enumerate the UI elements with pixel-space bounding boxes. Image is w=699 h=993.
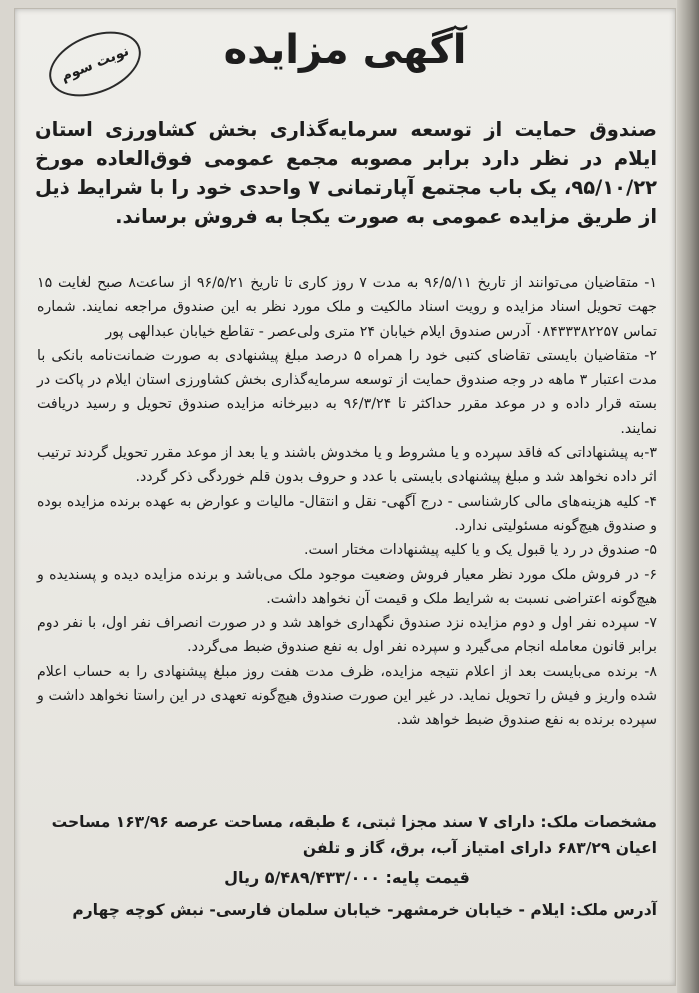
paper-edge-shadow bbox=[677, 0, 699, 993]
condition-item: ۷- سپرده نفر اول و دوم مزایده نزد صندوق نگهداری خواهد شد و در صورت انصراف نفر اول، با نفر دوم برابر قانون معامله انجام می‌گیرد و سپرده نفر اول به نفع صندوق ضبط می‌گردد. bbox=[37, 615, 657, 656]
condition-item: ۱- متقاضیان می‌توانند از تاریخ ۹۶/۵/۱۱ به مدت ۷ روز کاری تا تاریخ ۹۶/۵/۲۱ از ساعت۸ صبح لغایت ۱۵ جهت تحویل اسناد مزایده و رویت اسناد مالکیت و ملک مورد نظر به این صندوق مراجعه نمایند. شماره تماس ۰۸۴۳۳۳۸۲۲۵۷ آدرس صندوق ایلام خیابان ۲۴ متری ولی‌عصر - تقاطع خیابان عبدالهی پور bbox=[37, 275, 658, 340]
property-specs-section bbox=[37, 809, 657, 923]
notice-title: آگهی مزایده bbox=[223, 27, 467, 73]
condition-item: ۸- برنده می‌بایست بعد از اعلام نتیجه مزایده، ظرف مدت هفت روز مبلغ پیشنهادی را به حساب اعلام شده واریز و فیش را تحویل نماید. در غیر این صورت صندوق هیچ‌گونه تعهدی در این راستا نخواهد داشت و سپرده برنده به نفع صندوق ضبط خواهد شد. bbox=[37, 663, 657, 729]
conditions-list bbox=[37, 271, 657, 733]
condition-item: ۴- کلیه هزینه‌های مالی کارشناسی - درج آگهی- نقل و انتقال- مالیات و عوارض به عهده برنده مزایده بوده و صندوق هیچ‌گونه مسئولیتی ندارد. bbox=[37, 493, 657, 534]
property-specs: مشخصات ملک: دارای ۷ سند مجزا ثبتی، ٤ طبقه، مساحت عرصه ۱۶۳/۹۶ مساحت اعیان ۶۸۳/۲۹ دارای امتیاز آب، برق، گاز و تلفن bbox=[51, 813, 657, 857]
condition-item: ۵- صندوق در رد یا قبول یک و یا کلیه پیشنهادات مختار است. bbox=[303, 542, 657, 559]
condition-item: ۲- متقاضیان بایستی تقاضای کتبی خود را همراه ۵ درصد مبلغ پیشنهادی به صورت ضمانت‌نامه بانکی با مدت اعتبار ۳ ماهه در وجه صندوق حمایت از توسعه سرمایه‌گذاری بخش کشاورزی استان ایلام در پاکت در بسته قرار داده و در موعد مقرر حداکثر تا ۹۶/۳/۲۴ به دبیرخانه مزایده صندوق تحویل و رسید دریافت نمایند. bbox=[37, 347, 657, 437]
property-address: آدرس ملک: ایلام - خیابان خرمشهر- خیابان سلمان فارسی- نبش کوچه چهارم bbox=[72, 901, 657, 919]
newspaper-clipping bbox=[14, 8, 676, 986]
condition-item: ۳-به پیشنهاداتی که فاقد سپرده و یا مشروط و یا مخدوش باشند و یا بعد از موعد مقرر تحویل گردند ترتیب اثر داده نخواهد شد و مبلغ پیشنهادی بایستی با عدد و حروف بدون قلم خوردگی ذکر گردد. bbox=[37, 445, 657, 486]
notice-intro: صندوق حمایت از توسعه سرمایه‌گذاری بخش کشاورزی استان ایلام در نظر دارد برابر مصوبه مجمع عمومی فوق‌العاده مورخ ۹۵/۱۰/۲۲، یک باب مجتمع آپارتمانی ۷ واحدی خود را با شرایط ذیل از طریق مزایده عمومی به صورت یکجا به فروش برساند. bbox=[35, 118, 657, 228]
third-round-stamp: نوبت سوم bbox=[40, 19, 151, 109]
base-price: قیمت پایه: ۵/۴۸۹/۴۳۳/۰۰۰ ریال bbox=[224, 868, 470, 887]
condition-item: ۶- در فروش ملک مورد نظر معیار فروش وضعیت موجود ملک می‌باشد و برنده مزایده دیده و پسندیده و هیچ‌گونه اعتراضی نسبت به شرایط ملک و قیمت آن نخواهد داشت. bbox=[37, 566, 657, 607]
